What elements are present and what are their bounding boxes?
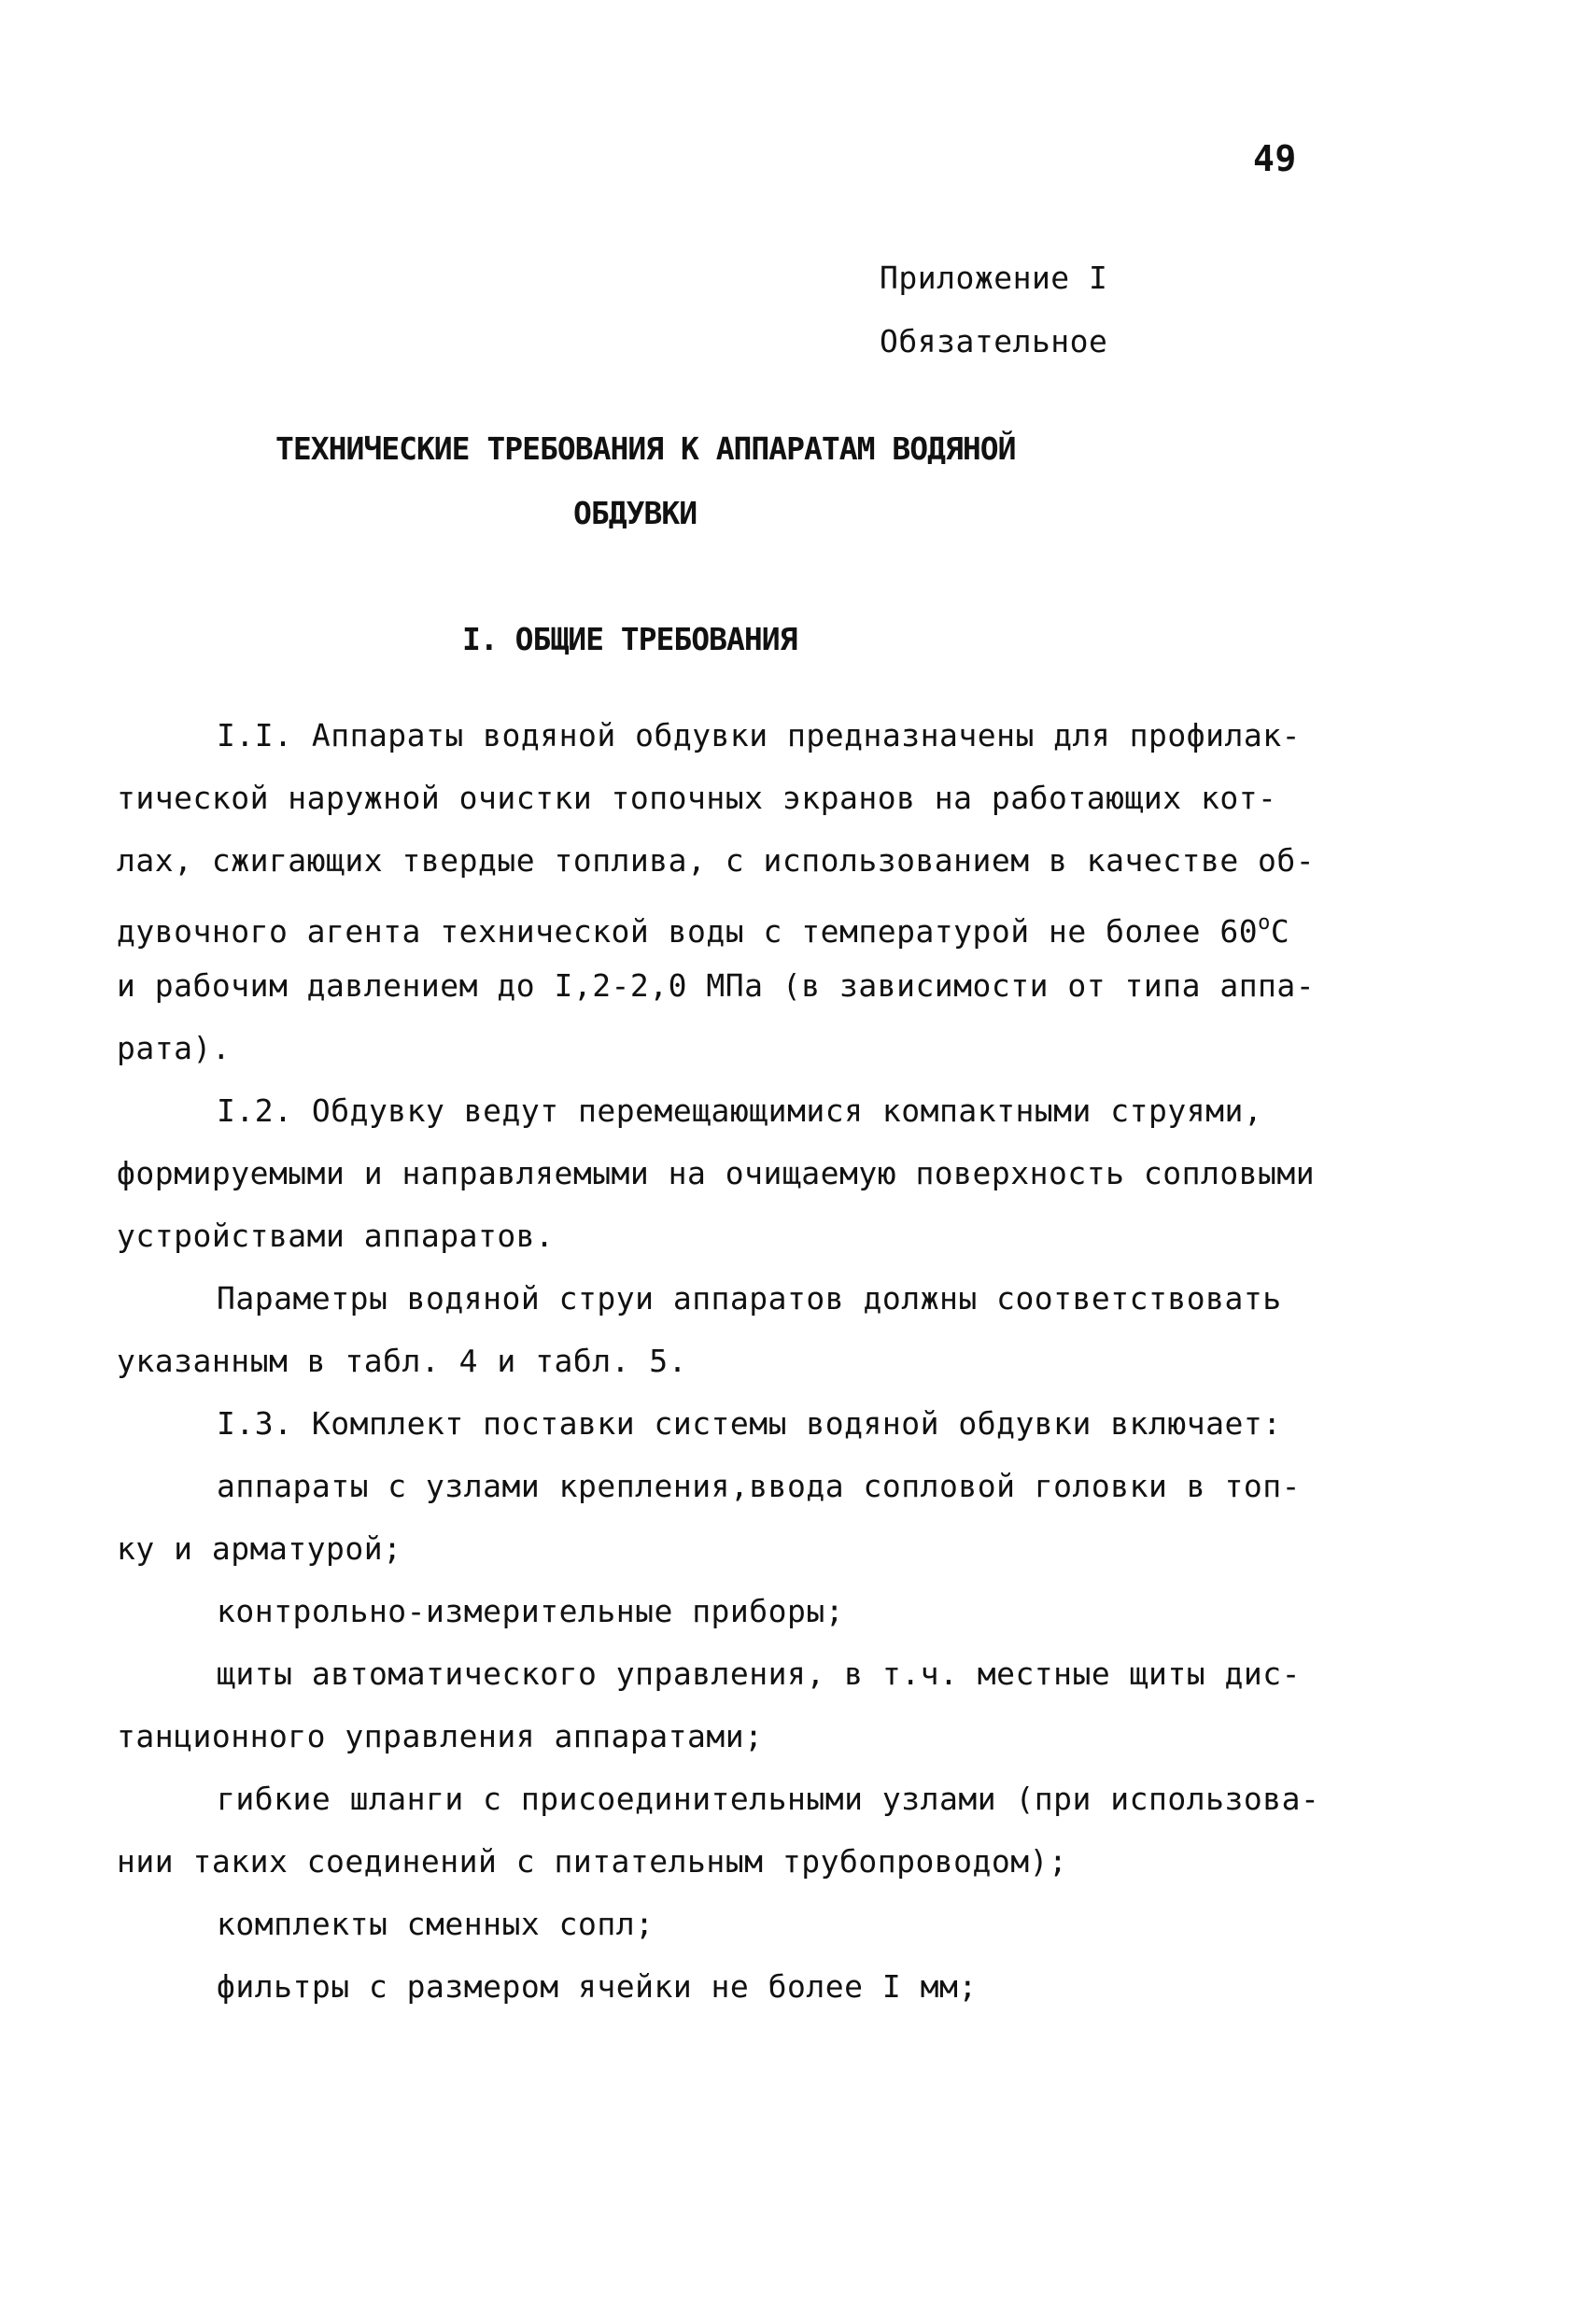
paragraph-parameters-line: Параметры водяной струи аппаратов должны соответствовать [217, 1280, 1282, 1317]
section-heading: I. ОБЩИЕ ТРЕБОВАНИЯ [462, 621, 797, 657]
degree-sign: о [1258, 911, 1271, 935]
list-item-line: танционного управления аппаратами; [117, 1718, 764, 1754]
paragraph-1-1-line: тической наружной очистки топочных экранов на работающих кот- [117, 780, 1277, 816]
paragraph-parameters-line: указанным в табл. 4 и табл. 5. [117, 1343, 688, 1379]
page-number: 49 [1253, 138, 1297, 179]
document-title-line-2: ОБДУВКИ [573, 495, 697, 531]
paragraph-1-3-line: I.3. Комплект поставки системы водяной обдувки включает: [217, 1405, 1282, 1442]
paragraph-1-1-text: дувочного агента технической воды с температурой не более 60 [117, 913, 1259, 950]
paragraph-1-1-line: и рабочим давлением до I,2-2,0 МПа (в зависимости от типа аппа- [117, 967, 1316, 1004]
list-item-line: гибкие шланги с присоединительными узлами (при использова- [217, 1781, 1320, 1817]
paragraph-1-2-line: устройствами аппаратов. [117, 1218, 555, 1254]
list-item-line: фильтры с размером ячейки не более I мм; [217, 1968, 978, 2005]
temperature-unit: С [1270, 913, 1290, 950]
paragraph-1-2-line: формируемыми и направляемыми на очищаемую поверхность сопловыми [117, 1155, 1316, 1191]
paragraph-1-1-line [117, 905, 1289, 951]
paragraph-1-1-line: рата). [117, 1030, 232, 1066]
appendix-label: Приложение I [880, 260, 1108, 296]
list-item-line: комплекты сменных сопл; [217, 1906, 655, 1942]
list-item-line: контрольно-измерительные приборы; [217, 1593, 845, 1629]
list-item-line: аппараты с узлами крепления,ввода сопловой головки в топ- [217, 1468, 1301, 1504]
list-item-line: нии таких соединений с питательным трубопроводом); [117, 1843, 1068, 1880]
list-item-line: ку и арматурой; [117, 1530, 402, 1567]
paragraph-1-1-line: I.I. Аппараты водяной обдувки предназначены для профилак- [217, 717, 1301, 754]
paragraph-1-1-line: лах, сжигающих твердые топлива, с использованием в качестве об- [117, 842, 1316, 879]
appendix-status: Обязательное [880, 323, 1108, 359]
paragraph-1-2-line: I.2. Обдувку ведут перемещающимися компактными струями, [217, 1092, 1263, 1129]
document-title-line-1: ТЕХНИЧЕСКИЕ ТРЕБОВАНИЯ К АППАРАТАМ ВОДЯНОЙ [275, 430, 1016, 467]
list-item-line: щиты автоматического управления, в т.ч. местные щиты дис- [217, 1655, 1301, 1692]
